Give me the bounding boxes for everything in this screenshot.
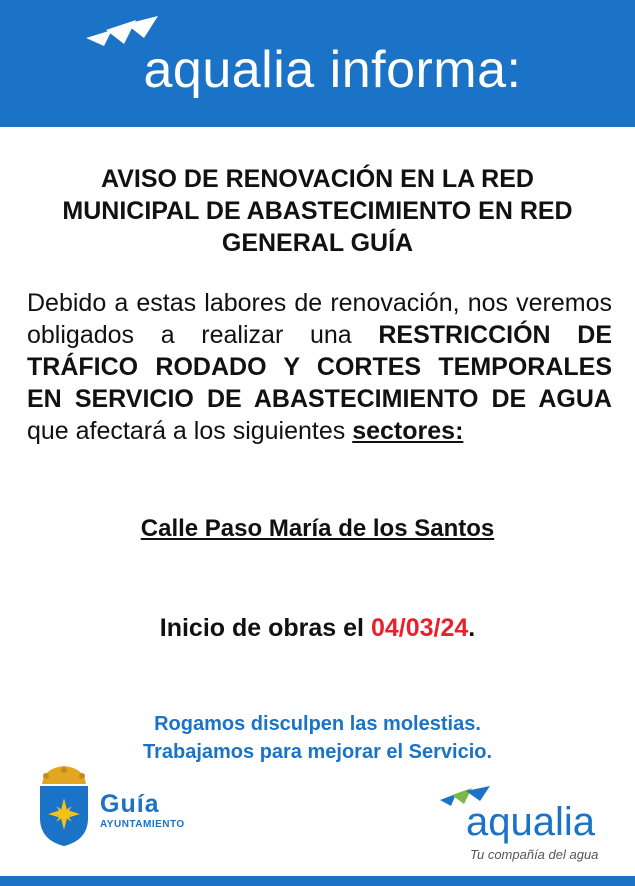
start-date: 04/03/24 [370,614,469,642]
notice-headline: AVISO DE RENOVACIÓN EN LA RED MUNICIPAL DE ABASTECIMIENTO EN RED GENERAL GUÍA [62,165,573,257]
guia-name: Guía [100,790,160,818]
start-label: Inicio de obras el [159,614,371,642]
apology-text [0,710,635,766]
street-name: Calle Paso María de los Santos [140,515,495,542]
street-line [0,515,635,543]
body-bold: RESTRICCIÓN DE TRÁFICO RODADO Y CORTES TEMPORALES EN SERVICIO DE ABASTECIMIENTO DE AGUA [27,321,613,413]
start-line [0,614,635,643]
guia-subtitle: AYUNTAMIENTO [100,819,185,830]
aqualia-tagline: Tu compañía del agua [470,847,599,862]
body-mid: que afectará a los siguientes [27,417,353,445]
start-end: . [468,614,476,642]
notice-body [27,287,612,447]
guia-shield-icon [34,764,94,848]
body-intro: Debido a estas labores de renovación, nos veremos obligados a realizar una [27,289,612,349]
aqualia-wordmark: aqualia [466,800,596,844]
body-sectors: sectores: [352,417,464,445]
apology-line-1: Rogamos disculpen las molestias. [154,713,481,735]
header-banner [0,0,635,127]
header-title: aqualia informa: [143,41,522,99]
bottom-bar [0,876,635,886]
apology-line-2: Trabajamos para mejorar el Servicio. [142,741,493,763]
